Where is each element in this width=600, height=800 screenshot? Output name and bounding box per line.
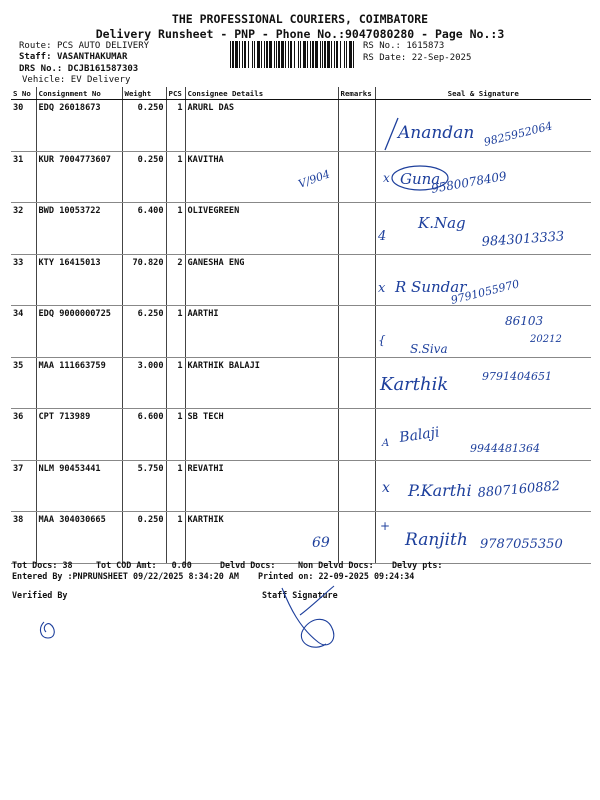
table-row <box>11 203 591 255</box>
barcode-bar <box>310 41 311 68</box>
row30-signature-phone: 9825952064 <box>482 119 554 149</box>
cell-sno: 33 <box>11 254 36 306</box>
cell-sno: 34 <box>11 306 36 358</box>
row34-signature-num: 86103 <box>505 314 544 328</box>
barcode-bar <box>266 41 268 68</box>
barcode-bar <box>276 41 277 68</box>
rs-no-label: RS No.: <box>363 41 401 51</box>
row34-signature-num2: 20212 <box>530 334 562 345</box>
vehicle-label: Vehicle: <box>22 75 66 85</box>
svg-text:4: 4 <box>378 229 387 244</box>
tot-docs-value: 38 <box>62 560 73 570</box>
barcode-bar <box>248 41 249 68</box>
verified-by-scribble <box>41 622 55 638</box>
cell-weight: 70.820 <box>122 254 166 306</box>
barcode-bar <box>257 41 260 68</box>
svg-text:{: { <box>378 333 386 347</box>
cell-signature <box>375 512 591 564</box>
barcode-bar <box>349 41 352 68</box>
barcode-bar <box>298 41 299 68</box>
drs-line <box>19 64 138 74</box>
barcode-bar <box>254 41 255 68</box>
cell-consignee: ARURL DAS <box>185 100 338 152</box>
barcode-bar <box>290 41 292 68</box>
cell-pcs: 1 <box>166 306 185 358</box>
vehicle-line <box>22 75 130 85</box>
row37-signature-phone: 8807160882 <box>477 478 561 501</box>
drs-label: DRS No.: <box>19 64 63 74</box>
entered-by-value: PNPRUNSHEET 09/22/2025 8:34:20 AM <box>72 571 239 581</box>
barcode-bar <box>230 41 231 68</box>
row33-signature-name: R Sundar <box>395 278 467 296</box>
svg-text:x: x <box>378 281 386 296</box>
cell-consignment: MAA 111663759 <box>36 357 122 409</box>
col-pcs-header: PCS <box>166 87 185 100</box>
barcode-bar <box>346 41 347 68</box>
cell-sno: 30 <box>11 100 36 152</box>
barcode-bar <box>269 41 272 68</box>
barcode-bar <box>252 41 253 68</box>
table-row <box>11 460 591 512</box>
tot-cod-value: 0.00 <box>171 560 192 570</box>
row37-signature-name: P.Karthi <box>408 481 472 500</box>
barcode-bar <box>340 41 341 68</box>
row32-signature-phone: 9843013333 <box>481 229 565 250</box>
delvd-docs-label: Delvd Docs: <box>220 560 276 570</box>
cell-signature <box>375 306 591 358</box>
row36-signature-phone: 9944481364 <box>470 442 540 455</box>
cell-pcs: 1 <box>166 151 185 203</box>
barcode-bar <box>320 41 321 68</box>
cell-remarks <box>338 306 375 358</box>
cell-remarks <box>338 460 375 512</box>
row38-signature-phone: 9787055350 <box>480 537 563 552</box>
barcode-bar <box>336 41 338 68</box>
printed-on-value: 22-09-2025 09:24:34 <box>318 571 415 581</box>
barcode-bar <box>244 41 246 68</box>
rs-no-value: 1615873 <box>406 41 445 51</box>
cell-remarks <box>338 512 375 564</box>
document-subtitle: Delivery Runsheet - PNP - Phone No.:9047080280 - Page No.:3 <box>95 27 505 41</box>
staff-signature-label: Staff Signature <box>262 590 338 600</box>
cell-consignment: EDQ 26018673 <box>36 100 122 152</box>
cell-sno: 38 <box>11 512 36 564</box>
printed-on-line <box>258 571 414 581</box>
barcode-bar <box>274 41 275 68</box>
col-remarks-header: Remarks <box>338 87 375 100</box>
svg-text:A: A <box>382 438 390 449</box>
cell-signature <box>375 460 591 512</box>
barcode-bar <box>235 41 238 68</box>
row34-signature-name: S.Siva <box>410 342 448 356</box>
staff-line <box>19 52 127 62</box>
barcode-bar <box>312 41 314 68</box>
row33-signature-phone: 9791055970 <box>449 277 521 307</box>
cell-consignment: NLM 90453441 <box>36 460 122 512</box>
cell-signature <box>375 254 591 306</box>
table-row <box>11 306 591 358</box>
barcode-bar <box>307 41 308 68</box>
cell-pcs: 1 <box>166 460 185 512</box>
table-header-row <box>11 87 591 100</box>
row38-remark: 69 <box>312 535 330 551</box>
col-signature-header: Seal & Signature <box>375 87 591 100</box>
printed-on-label: Printed on: <box>258 571 314 581</box>
cell-remarks <box>338 254 375 306</box>
barcode-bar <box>353 41 354 68</box>
col-consignment-header: Consignment No <box>36 87 122 100</box>
table-row <box>11 254 591 306</box>
cell-remarks <box>338 203 375 255</box>
row30-signature-name: Anandan <box>398 123 475 143</box>
cell-consignment: CPT 713989 <box>36 409 122 461</box>
barcode-bar <box>322 41 323 68</box>
barcode-bar <box>281 41 284 68</box>
cell-signature <box>375 203 591 255</box>
entered-by-line <box>12 571 239 581</box>
barcode-bar <box>261 41 262 68</box>
cell-consignment: EDQ 9000000725 <box>36 306 122 358</box>
row35-signature-name: Karthik <box>380 374 449 395</box>
cell-weight: 0.250 <box>122 151 166 203</box>
route-value: PCS AUTO DELIVERY <box>56 41 150 51</box>
barcode-bar <box>315 41 318 68</box>
cell-consignee: AARTHI <box>185 306 338 358</box>
table-row <box>11 512 591 564</box>
col-weight-header: Weight <box>122 87 166 100</box>
barcode-bar <box>303 41 306 68</box>
document-title: THE PROFESSIONAL COURIERS, COIMBATORE <box>171 12 429 26</box>
cell-sno: 32 <box>11 203 36 255</box>
barcode-bar <box>278 41 280 68</box>
cell-pcs: 1 <box>166 100 185 152</box>
cell-pcs: 2 <box>166 254 185 306</box>
cell-consignee: KAVITHA <box>185 151 338 203</box>
cell-sno: 35 <box>11 357 36 409</box>
entered-by-label: Entered By : <box>12 571 73 581</box>
barcode-bar <box>232 41 234 68</box>
tot-docs-label: Tot Docs: <box>12 560 58 570</box>
row31-remark: V/904 <box>296 167 332 191</box>
table-row <box>11 409 591 461</box>
rs-date-value: 22-Sep-2025 <box>411 53 472 63</box>
cell-weight: 0.250 <box>122 512 166 564</box>
cell-weight: 0.250 <box>122 100 166 152</box>
cell-signature <box>375 100 591 152</box>
row32-signature-name: K.Nag <box>418 214 466 232</box>
cell-sno: 31 <box>11 151 36 203</box>
row35-signature-phone: 9791404651 <box>482 370 552 383</box>
cell-pcs: 1 <box>166 409 185 461</box>
cell-sno: 37 <box>11 460 36 512</box>
barcode-bar <box>324 41 326 68</box>
cell-consignment: MAA 304030665 <box>36 512 122 564</box>
barcode-bar <box>327 41 330 68</box>
staff-value: VASANTHAKUMAR <box>56 52 128 62</box>
table-row <box>11 151 591 203</box>
footer-line-1 <box>12 560 73 570</box>
barcode-bar <box>294 41 295 68</box>
cell-weight: 6.600 <box>122 409 166 461</box>
cell-consignee: GANESHA ENG <box>185 254 338 306</box>
row36-signature-name: Balaji <box>398 424 441 446</box>
row31-signature-name: Guna <box>400 170 441 188</box>
vehicle-value: EV Delivery <box>70 75 131 85</box>
barcode-bar <box>288 41 289 68</box>
cell-weight: 6.250 <box>122 306 166 358</box>
barcode-bar <box>331 41 332 68</box>
route-label: Route: <box>19 41 52 51</box>
row38-signature-name: Ranjith <box>405 530 468 550</box>
tot-cod <box>96 560 192 570</box>
table-row <box>11 100 591 152</box>
barcode-bar <box>334 41 335 68</box>
cell-consignee: SB TECH <box>185 409 338 461</box>
tot-cod-label: Tot COD Amt: <box>96 560 157 570</box>
cell-consignee: KARTHIK BALAJI <box>185 357 338 409</box>
cell-remarks <box>338 409 375 461</box>
cell-consignment: BWD 10053722 <box>36 203 122 255</box>
cell-weight: 3.000 <box>122 357 166 409</box>
barcode-bar <box>239 41 240 68</box>
cell-pcs: 1 <box>166 203 185 255</box>
row31-signature-phone: 9580078409 <box>430 168 508 196</box>
staff-label: Staff: <box>19 52 52 62</box>
svg-text:x: x <box>383 171 390 185</box>
non-delvd-docs-label: Non Delvd Docs: <box>298 560 374 570</box>
cell-remarks <box>338 100 375 152</box>
cell-consignment: KTY 16415013 <box>36 254 122 306</box>
col-sno-header: S No <box>11 87 36 100</box>
rs-no-line <box>363 41 444 51</box>
barcode-bar <box>344 41 345 68</box>
cell-signature <box>375 409 591 461</box>
cell-remarks <box>338 151 375 203</box>
cell-sno: 36 <box>11 409 36 461</box>
cell-weight: 6.400 <box>122 203 166 255</box>
cell-consignee: REVATHI <box>185 460 338 512</box>
cell-pcs: 1 <box>166 357 185 409</box>
svg-text:+: + <box>380 519 391 533</box>
cell-remarks <box>338 357 375 409</box>
delvy-pts-label: Delvy pts: <box>392 560 443 570</box>
barcode-bar <box>285 41 286 68</box>
drs-value: DCJB161587303 <box>67 64 139 74</box>
svg-text:x: x <box>382 480 390 496</box>
col-consignee-header: Consignee Details <box>185 87 338 100</box>
barcode-image <box>230 41 358 68</box>
route-line <box>19 41 149 51</box>
rs-date-line <box>363 53 471 63</box>
cell-weight: 5.750 <box>122 460 166 512</box>
cell-consignment: KUR 7004773607 <box>36 151 122 203</box>
verified-by-label: Verified By <box>12 590 68 600</box>
runsheet-table <box>11 87 591 564</box>
cell-signature <box>375 357 591 409</box>
rs-date-label: RS Date: <box>363 53 407 63</box>
cell-pcs: 1 <box>166 512 185 564</box>
cell-signature <box>375 151 591 203</box>
barcode-bar <box>300 41 301 68</box>
barcode-bar <box>264 41 265 68</box>
table-row <box>11 357 591 409</box>
cell-consignee: KARTHIK <box>185 512 338 564</box>
cell-consignee: OLIVEGREEN <box>185 203 338 255</box>
barcode-bar <box>242 41 243 68</box>
